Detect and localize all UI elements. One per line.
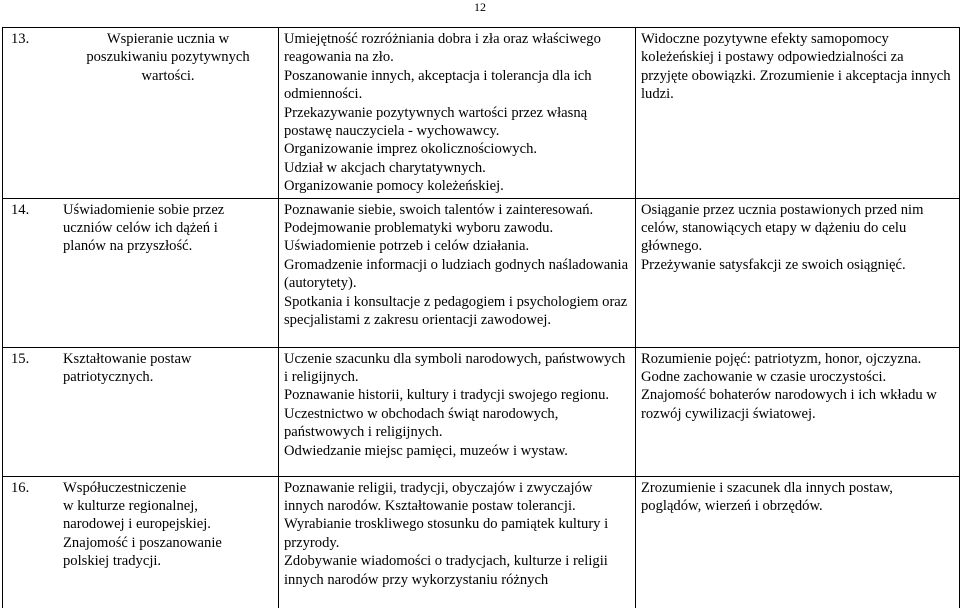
topic-line: uczniów celów ich dążeń i <box>63 220 218 237</box>
tasks-cell <box>279 198 636 347</box>
table-row <box>3 28 960 199</box>
education-plan-table <box>2 27 960 608</box>
topic-line: Znajomość i poszanowanie <box>63 534 222 551</box>
tasks-cell <box>279 347 636 476</box>
topic-cell <box>3 28 279 199</box>
task-item: Odwiedzanie miejsc pamięci, muzeów i wystaw. <box>284 442 568 459</box>
task-item: Uczestnictwo w obchodach świąt narodowych, państwowych i religijnych. <box>284 405 559 441</box>
task-item: Uświadomienie potrzeb i celów działania. <box>284 238 530 255</box>
table-row <box>3 347 960 476</box>
topic-line: narodowej i europejskiej. <box>63 516 211 533</box>
topic-cell <box>3 198 279 347</box>
table-row <box>3 476 960 608</box>
task-item: Udział w akcjach charytatywnych. <box>284 159 486 176</box>
effect-item: Znajomość bohaterów narodowych i ich wkładu w rozwój cywilizacji światowej. <box>641 387 937 422</box>
topic-cell <box>3 476 279 608</box>
table-row <box>3 198 960 347</box>
row-number: 15. <box>11 350 30 367</box>
topic-line: Kształtowanie postaw <box>63 350 192 367</box>
task-item: Spotkania i konsultacje z pedagogiem i psychologiem oraz specjalistami z zakresu orientacji zawodowej. <box>284 293 628 329</box>
tasks-cell <box>279 476 636 608</box>
task-item: Wyrabianie troskliwego stosunku do pamiątek kultury i przyrody. <box>284 516 609 551</box>
effect-item: Rozumienie pojęć: patriotyzm, honor, ojczyzna. <box>641 350 922 367</box>
task-item: Poznawanie religii, tradycji, obyczajów i zwyczajów innych narodów. Kształtowanie postaw tolerancji. <box>284 479 593 515</box>
effects-cell <box>636 28 960 199</box>
row-number: 14. <box>11 201 30 218</box>
row-number: 16. <box>11 479 30 496</box>
row-number: 13. <box>11 31 30 47</box>
topic-cell <box>3 347 279 476</box>
page-number: 12 <box>474 0 486 14</box>
topic-line: Uświadomienie sobie przez <box>63 201 225 218</box>
topic-line: Wspieranie ucznia w <box>106 31 230 47</box>
tasks-cell <box>279 28 636 199</box>
effect-item: Zrozumienie i szacunek dla innych postaw, poglądów, wierzeń i obrzędów. <box>641 479 893 515</box>
topic-line: w kulturze regionalnej, <box>63 498 198 515</box>
task-item: Przekazywanie pozytywnych wartości przez własną postawę nauczyciela - wychowawcy. <box>284 104 588 140</box>
effect-item: Przeżywanie satysfakcji ze swoich osiągnięć. <box>641 256 906 273</box>
topic-text <box>63 30 273 85</box>
topic-text <box>63 201 273 256</box>
task-item: Podejmowanie problematyki wyboru zawodu. <box>284 220 554 237</box>
topic-line: wartości. <box>141 67 195 84</box>
effects-cell <box>636 476 960 608</box>
topic-line: planów na przyszłość. <box>63 238 193 255</box>
effect-item: Godne zachowanie w czasie uroczystości. <box>641 369 887 386</box>
effect-item: Widoczne pozytywne efekty samopomocy koleżeńskiej i postawy odpowiedzialności za przyjęte obowiązki. Zrozumienie i akceptacja innych ludzi. <box>641 31 951 103</box>
task-item: Organizowanie pomocy koleżeńskiej. <box>284 178 504 195</box>
task-item: Poznawanie historii, kultury i tradycji swojego regionu. <box>284 387 610 404</box>
topic-line: Współuczestniczenie <box>63 479 187 496</box>
topic-line: patriotycznych. <box>63 369 154 386</box>
task-item: Zdobywanie wiadomości o tradycjach, kulturze i religii innych narodów przy wykorzystaniu różnych <box>284 553 608 588</box>
effects-cell <box>636 347 960 476</box>
topic-line: poszukiwaniu pozytywnych <box>86 49 250 66</box>
task-item: Organizowanie imprez okolicznościowych. <box>284 141 538 158</box>
effects-cell <box>636 198 960 347</box>
task-item: Uczenie szacunku dla symboli narodowych, państwowych i religijnych. <box>284 350 626 386</box>
task-item: Gromadzenie informacji o ludziach godnych naśladowania (autorytety). <box>284 256 629 292</box>
topic-text <box>63 350 273 387</box>
task-item: Poznawanie siebie, swoich talentów i zainteresowań. <box>284 201 594 218</box>
task-item: Umiejętność rozróżniania dobra i zła oraz właściwego reagowania na zło. <box>284 31 601 66</box>
topic-line: polskiej tradycji. <box>63 553 162 570</box>
effect-item: Osiąganie przez ucznia postawionych przed nim celów, stanowiących etapy w dążeniu do celu głównego. <box>641 201 924 255</box>
task-item: Poszanowanie innych, akceptacja i tolerancja dla ich odmienności. <box>284 67 592 103</box>
topic-text <box>63 479 273 571</box>
